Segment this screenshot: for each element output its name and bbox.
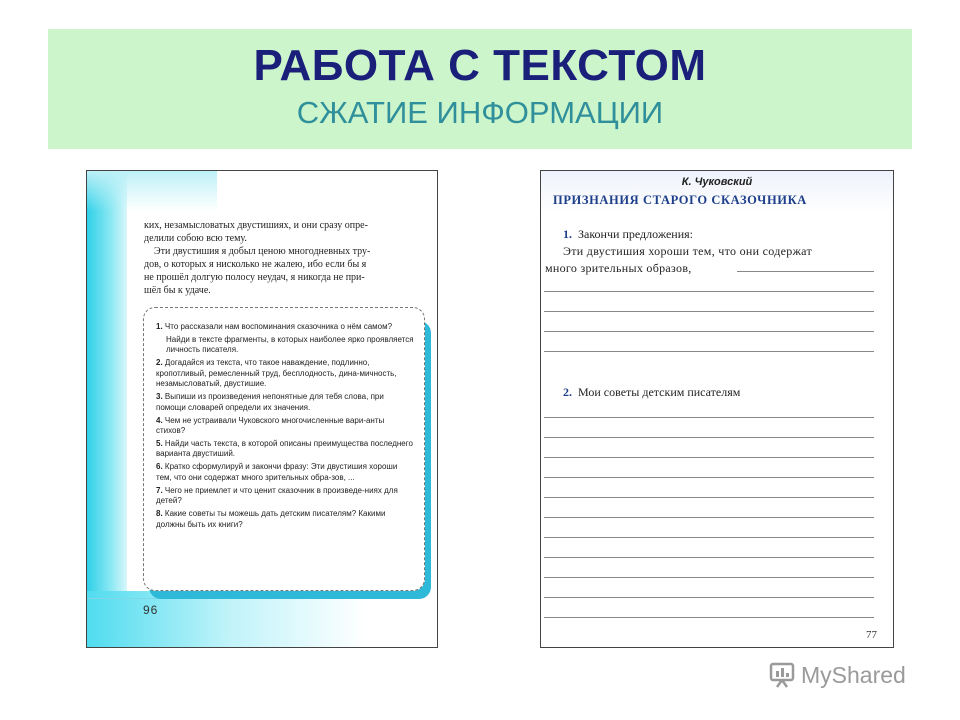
- answer-line[interactable]: [544, 351, 874, 352]
- answer-line[interactable]: [544, 437, 874, 438]
- answer-line[interactable]: [544, 557, 874, 558]
- question-item: [156, 322, 414, 333]
- intro-line: Эти двустишия я добыл ценою многодневных тру-: [144, 246, 371, 257]
- task-number: 2.: [563, 385, 572, 399]
- task-2-heading: [563, 385, 740, 400]
- question-list: [156, 322, 414, 532]
- question-item: [156, 335, 414, 356]
- answer-line[interactable]: [544, 537, 874, 538]
- page-number: 77: [866, 629, 877, 641]
- question-item: [156, 392, 414, 413]
- question-number: 3.: [156, 392, 163, 402]
- task-1-line-1: Эти двустишия хороши тем, что они содержат: [563, 244, 813, 258]
- question-text: Догадайся из текста, что такое наваждение, подлинно, кропотливый, ремесленный труд, бесплодность, дина-мичность, незамысловатый, двустишие.: [156, 358, 397, 389]
- answer-line[interactable]: [544, 497, 874, 498]
- task-number: 1.: [563, 227, 572, 241]
- answer-line[interactable]: [544, 331, 874, 332]
- intro-line: не прошёл долгую полосу неудач, я никогда не при-: [144, 272, 365, 283]
- page-bottom-decoration: [87, 591, 437, 647]
- intro-line: делили собою всю тему.: [144, 233, 247, 244]
- page-top-decoration: [87, 171, 217, 211]
- question-text: Кратко сформулируй и закончи фразу: Эти двустишия хороши тем, что они содержат много зрительных обра-зов, ...: [156, 462, 398, 482]
- question-text: Чего не приемлет и что ценит сказочник в произведе-ниях для детей?: [156, 485, 398, 506]
- intro-line: дов, о которых я нисколько не жалею, ибо если бы я: [144, 259, 367, 270]
- answer-line[interactable]: [544, 311, 874, 312]
- task-1-line-2: много зрительных образов,: [545, 261, 692, 275]
- question-number: 2.: [156, 358, 163, 368]
- intro-line: шёл бы к удаче.: [144, 285, 211, 296]
- question-number: 4.: [156, 415, 163, 425]
- question-text: Чем не устраивали Чуковского многочисленные вари-анты стихов?: [156, 415, 385, 436]
- answer-line[interactable]: [544, 577, 874, 578]
- question-text: Найди в тексте фрагменты, в которых наиболее ярко проявляется личность писателя.: [166, 334, 414, 355]
- watermark-text: MyShared: [801, 661, 906, 688]
- page-number: 96: [143, 603, 159, 617]
- question-item: [156, 358, 414, 390]
- task-1-heading: [563, 227, 693, 242]
- question-item: [156, 462, 414, 483]
- answer-line[interactable]: [544, 291, 874, 292]
- intro-text: [144, 219, 424, 297]
- question-item: [156, 416, 414, 437]
- presentation-board-icon: [768, 661, 796, 689]
- question-text: Какие советы ты можешь дать детским писателям? Какими должны быть их книги?: [156, 509, 386, 529]
- question-number: 7.: [156, 485, 163, 495]
- left-textbook-page: [86, 170, 438, 648]
- story-title: ПРИЗНАНИЯ СТАРОГО СКАЗОЧНИКА: [553, 193, 807, 207]
- question-item: [156, 509, 414, 530]
- question-text: Выпиши из произведения непонятные для тебя слова, при помощи словарей определи их значения.: [156, 392, 384, 412]
- question-number: 5.: [156, 438, 163, 448]
- question-text: Что рассказали нам воспоминания сказочника о нём самом?: [164, 322, 393, 331]
- page-edge-decoration: [87, 171, 127, 647]
- question-item: [156, 439, 414, 460]
- answer-line[interactable]: [544, 417, 874, 418]
- answer-line[interactable]: [544, 597, 874, 598]
- question-number: 1.: [156, 322, 163, 331]
- author-name: К. Чуковский: [681, 176, 753, 188]
- question-number: 8.: [156, 509, 163, 518]
- answer-line[interactable]: [544, 617, 874, 618]
- question-number: 6.: [156, 462, 163, 472]
- answer-line[interactable]: [544, 457, 874, 458]
- task-label: Мои советы детским писателям: [578, 385, 741, 399]
- watermark: [768, 660, 906, 690]
- questions-box: [143, 307, 425, 591]
- intro-line: ких, незамысловатых двустишиях, и они сразу опре-: [144, 220, 368, 231]
- title-banner: [48, 29, 912, 149]
- page-divider: [87, 598, 167, 599]
- answer-line[interactable]: [544, 517, 874, 518]
- task-label: Закончи предложения:: [578, 227, 693, 241]
- answer-line[interactable]: [737, 271, 874, 272]
- answer-line[interactable]: [544, 477, 874, 478]
- question-item: [156, 486, 414, 507]
- question-text: Найди часть текста, в которой описаны преимущества последнего варианта двустиший.: [156, 438, 413, 459]
- slide-subtitle: СЖАТИЕ ИНФОРМАЦИИ: [296, 95, 664, 130]
- right-workbook-page: [540, 170, 894, 648]
- slide-title: РАБОТА С ТЕКСТОМ: [253, 41, 707, 90]
